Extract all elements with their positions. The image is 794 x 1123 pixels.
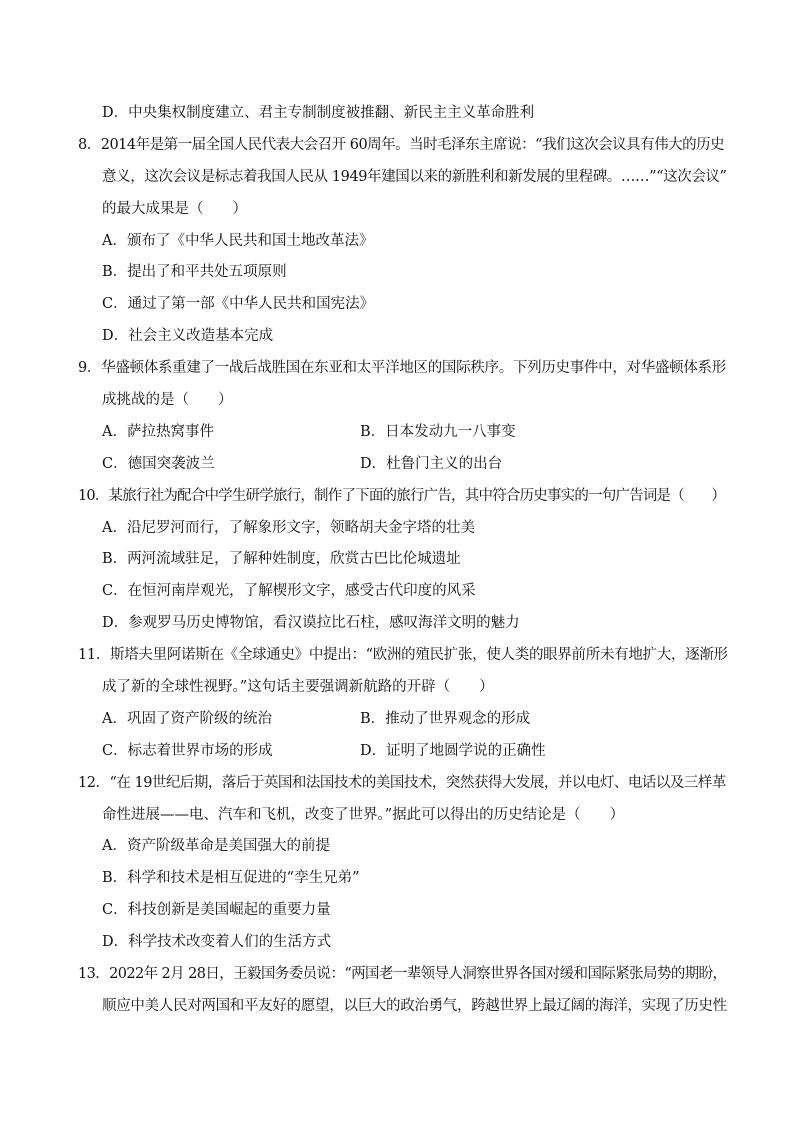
q8-stem-line-3: 的最大成果是（ ） xyxy=(102,200,247,217)
q12-option-d: D．科学技术改变着人们的生活方式 xyxy=(102,934,332,951)
q11-stem-line-1: 11．斯塔夫里阿诺斯在《全球通史》中提出：“欧洲的殖民扩张，使人类的眼界前所未有地扩大，逐渐形 xyxy=(78,647,728,664)
q12-option-b: B．科学和技术是相互促进的“孪生兄弟” xyxy=(102,870,360,887)
q10-option-a: A．沿尼罗河而行，了解象形文字，领略胡夫金字塔的壮美 xyxy=(102,519,475,536)
q10-option-d: D．参观罗马历史博物馆，看汉谟拉比石柱，感叹海洋文明的魅力 xyxy=(102,615,520,632)
question-11 xyxy=(78,640,728,768)
q10-option-c: C．在恒河南岸观光，了解楔形文字，感受古代印度的风采 xyxy=(102,583,476,600)
q11-option-d: D．证明了地圆学说的正确性 xyxy=(360,742,546,759)
q13-stem-line-1: 13．2022年 2月 28日，王毅国务委员说：“两国老一辈领导人洞察世界各国对缓和国际紧张局势的期盼， xyxy=(78,966,727,983)
q8-stem-line-2: 意义，这次会议是标志着我国人民从 1949年建国以来的新胜利和新发展的里程碑。……”“这次会议” xyxy=(102,168,727,185)
question-10 xyxy=(78,481,728,640)
question-8 xyxy=(78,130,728,353)
q9-stem-line-1: 9．华盛顿体系重建了一战后战胜国在东亚和太平洋地区的国际秩序。下列历史事件中，对华盛顿体系形 xyxy=(78,360,726,377)
question-list xyxy=(78,98,728,1023)
question-13 xyxy=(78,959,728,1023)
q7-option-d: D．中央集权制度建立、君主专制制度被推翻、新民主主义革命胜利 xyxy=(102,105,535,121)
q12-stem-line-1: 12．“在 19世纪后期，落后于英国和法国技术的美国技术，突然获得大发展，并以电灯、电话以及三样革 xyxy=(78,774,726,791)
q10-option-b: B．两河流域驻足，了解种姓制度，欣赏古巴比伦城遗址 xyxy=(102,551,461,568)
q9-option-d: D．杜鲁门主义的出台 xyxy=(360,455,503,472)
q8-option-c: C．通过了第一部《中华人民共和国宪法》 xyxy=(102,296,375,313)
q12-stem-line-2: 命性进展——电、汽车和飞机，改变了世界。”据此可以得出的历史结论是（ ） xyxy=(102,806,625,823)
q9-stem-line-2: 成挑战的是（ ） xyxy=(102,392,233,409)
q9-option-a: A．萨拉热窝事件 xyxy=(102,423,214,440)
q9-options-row-2 xyxy=(78,449,728,481)
q11-options-row-2 xyxy=(78,736,728,768)
question-12 xyxy=(78,768,728,959)
q11-option-a: A．巩固了资产阶级的统治 xyxy=(102,710,272,727)
q9-option-b: B．日本发动九一八事变 xyxy=(360,423,516,440)
q8-stem-line-1: 8．2014年是第一届全国人民代表大会召开 60周年。当时毛泽东主席说：“我们这次会议具有伟大的历史 xyxy=(78,136,725,153)
q13-stem-line-2: 顺应中美人民对两国和平友好的愿望，以巨大的政治勇气，跨越世界上最辽阔的海洋，实现了历史性 xyxy=(102,997,727,1014)
q9-option-c: C．德国突袭波兰 xyxy=(102,455,215,472)
question-9 xyxy=(78,353,728,481)
q8-option-d: D．社会主义改造基本完成 xyxy=(102,328,274,345)
q12-option-c: C．科技创新是美国崛起的重要力量 xyxy=(102,902,331,919)
q9-options-row-1 xyxy=(78,417,728,449)
q12-option-a: A．资产阶级革命是美国强大的前提 xyxy=(102,838,330,855)
q11-option-b: B．推动了世界观念的形成 xyxy=(360,710,531,727)
q8-option-b: B．提出了和平共处五项原则 xyxy=(102,264,287,281)
q11-options-row-1 xyxy=(78,704,728,736)
q11-option-c: C．标志着世界市场的形成 xyxy=(102,742,273,759)
q8-option-a: A．颁布了《中华人民共和国土地改革法》 xyxy=(102,232,374,249)
q11-stem-line-2: 成了新的全球性视野。”这句话主要强调新航路的开辟（ ） xyxy=(102,679,494,696)
q10-stem-line-1: 10．某旅行社为配合中学生研学旅行，制作了下面的旅行广告，其中符合历史事实的一句广告词是（ ） xyxy=(78,487,726,504)
